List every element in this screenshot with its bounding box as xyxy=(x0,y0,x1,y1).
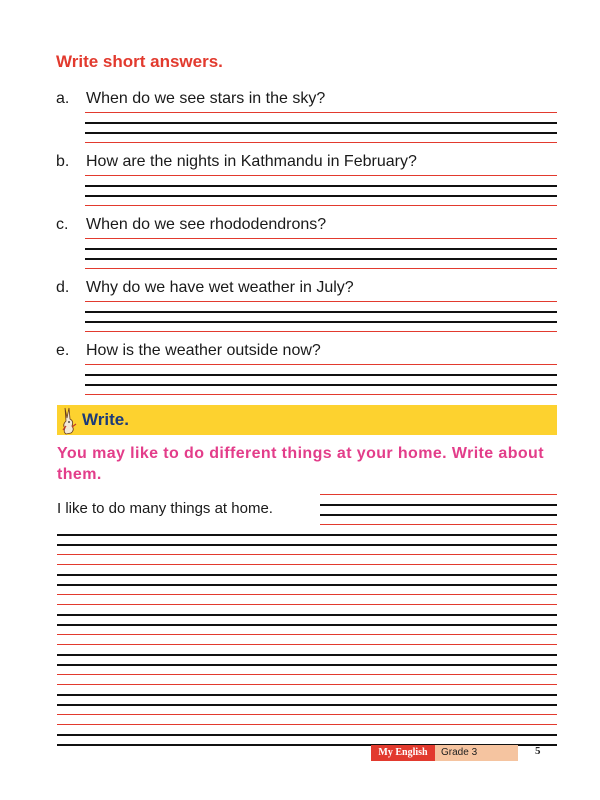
answer-line[interactable] xyxy=(85,321,557,323)
writing-line[interactable] xyxy=(57,664,557,666)
writing-line[interactable] xyxy=(57,594,557,595)
writing-prompt: You may like to do different things at your home. Write about them. xyxy=(57,445,544,483)
writing-line[interactable] xyxy=(320,514,557,516)
answer-line[interactable] xyxy=(85,301,557,302)
question-text: How is the weather outside now? xyxy=(86,342,321,359)
writing-line[interactable] xyxy=(57,554,557,555)
writing-line[interactable] xyxy=(57,644,557,645)
writing-line[interactable] xyxy=(57,624,557,626)
writing-line[interactable] xyxy=(57,704,557,706)
rabbit-mascot-icon xyxy=(59,406,79,436)
section-heading-short-answers: Write short answers. xyxy=(56,52,223,71)
question-letter: c. xyxy=(56,216,69,233)
writing-line[interactable] xyxy=(57,714,557,715)
answer-line[interactable] xyxy=(85,122,557,124)
answer-line[interactable] xyxy=(85,112,557,113)
answer-line[interactable] xyxy=(85,384,557,386)
question-c xyxy=(56,216,326,234)
answer-line[interactable] xyxy=(85,311,557,313)
answer-line[interactable] xyxy=(85,238,557,239)
writing-line[interactable] xyxy=(57,694,557,696)
question-text: How are the nights in Kathmandu in February? xyxy=(86,153,417,170)
answer-line[interactable] xyxy=(85,364,557,365)
question-letter: d. xyxy=(56,279,70,296)
answer-line[interactable] xyxy=(85,394,557,395)
answer-line[interactable] xyxy=(85,132,557,134)
question-text: When do we see stars in the sky? xyxy=(86,90,326,107)
question-text: When do we see rhododendrons? xyxy=(86,216,327,233)
answer-line[interactable] xyxy=(85,258,557,260)
writing-line[interactable] xyxy=(57,574,557,576)
writing-line[interactable] xyxy=(57,604,557,605)
writing-line[interactable] xyxy=(57,564,557,565)
footer-grade: Grade 3 xyxy=(441,747,478,758)
answer-line[interactable] xyxy=(85,195,557,197)
writing-line[interactable] xyxy=(57,724,557,725)
answer-line[interactable] xyxy=(85,205,557,206)
answer-line[interactable] xyxy=(85,374,557,376)
writing-line[interactable] xyxy=(57,584,557,586)
starter-sentence: I like to do many things at home. xyxy=(57,500,273,517)
writing-line[interactable] xyxy=(57,684,557,685)
answer-line[interactable] xyxy=(85,331,557,332)
answer-line[interactable] xyxy=(85,248,557,250)
answer-line[interactable] xyxy=(85,142,557,143)
writing-line[interactable] xyxy=(57,544,557,546)
writing-line[interactable] xyxy=(57,674,557,675)
question-letter: a. xyxy=(56,90,70,107)
writing-line[interactable] xyxy=(57,614,557,616)
question-letter: e. xyxy=(56,342,70,359)
writing-line[interactable] xyxy=(57,734,557,736)
write-banner-label: Write. xyxy=(82,410,129,429)
question-a xyxy=(56,90,325,108)
writing-line[interactable] xyxy=(320,524,557,525)
footer-bar xyxy=(371,745,518,761)
page-number: 5 xyxy=(535,745,541,757)
writing-line[interactable] xyxy=(57,534,557,536)
answer-line[interactable] xyxy=(85,185,557,187)
writing-line[interactable] xyxy=(57,654,557,656)
question-e xyxy=(56,342,321,360)
answer-line[interactable] xyxy=(85,268,557,269)
question-d xyxy=(56,279,354,297)
question-text: Why do we have wet weather in July? xyxy=(86,279,354,296)
footer-brand: My English xyxy=(371,745,435,761)
answer-line[interactable] xyxy=(85,175,557,176)
writing-line[interactable] xyxy=(320,504,557,506)
writing-line[interactable] xyxy=(57,634,557,635)
question-b xyxy=(56,153,417,171)
question-letter: b. xyxy=(56,153,70,170)
writing-line[interactable] xyxy=(320,494,557,495)
write-banner xyxy=(57,405,557,435)
